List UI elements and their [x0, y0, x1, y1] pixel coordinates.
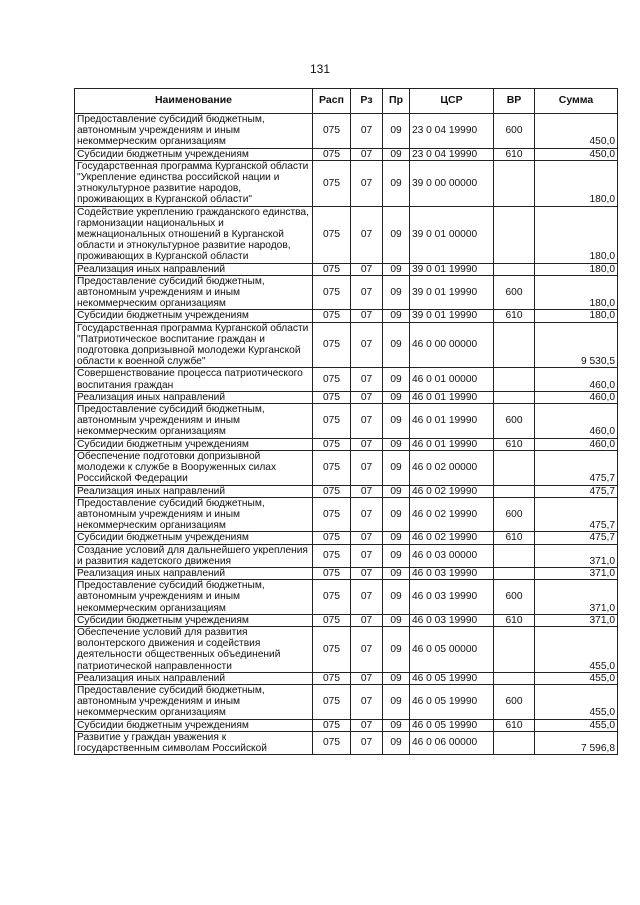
header-name: Наименование [75, 89, 313, 114]
row-sum: 460,0 [535, 368, 618, 391]
row-rasp: 075 [313, 310, 351, 322]
row-sum: 475,7 [535, 497, 618, 532]
row-pr: 09 [383, 719, 410, 731]
row-csr: 46 0 05 19990 [410, 672, 494, 684]
table-row [75, 404, 618, 439]
row-name: Предоставление субсидий бюджетным, автономным учреждениям и иным некоммерческим организациям [75, 114, 313, 149]
row-rasp: 075 [313, 275, 351, 310]
row-name: Реализация иных направлений [75, 263, 313, 275]
row-name: Предоставление субсидий бюджетным, автономным учреждениям и иным некоммерческим организациям [75, 404, 313, 439]
row-rasp: 075 [313, 438, 351, 450]
row-csr: 39 0 00 00000 [410, 160, 494, 206]
table-row [75, 684, 618, 719]
row-csr: 46 0 02 00000 [410, 450, 494, 485]
row-pr: 09 [383, 580, 410, 615]
row-sum: 450,0 [535, 148, 618, 160]
row-name: Предоставление субсидий бюджетным, автономным учреждениям и иным некоммерческим организациям [75, 684, 313, 719]
table-row [75, 438, 618, 450]
header-pr: Пр [383, 89, 410, 114]
row-sum: 460,0 [535, 438, 618, 450]
table-row [75, 310, 618, 322]
row-csr: 46 0 01 19990 [410, 391, 494, 403]
row-csr: 46 0 03 00000 [410, 544, 494, 567]
row-name: Реализация иных направлений [75, 672, 313, 684]
row-pr: 09 [383, 567, 410, 579]
table-row [75, 731, 618, 754]
row-pr: 09 [383, 497, 410, 532]
row-rasp: 075 [313, 672, 351, 684]
row-pr: 09 [383, 684, 410, 719]
table-row [75, 148, 618, 160]
row-rasp: 075 [313, 731, 351, 754]
row-rasp: 075 [313, 532, 351, 544]
row-rz: 07 [351, 684, 383, 719]
row-rasp: 075 [313, 206, 351, 263]
row-pr: 09 [383, 544, 410, 567]
row-vr [494, 450, 535, 485]
row-sum: 9 530,5 [535, 322, 618, 368]
row-rasp: 075 [313, 322, 351, 368]
row-csr: 46 0 03 19990 [410, 614, 494, 626]
row-name: Субсидии бюджетным учреждениям [75, 614, 313, 626]
table-row [75, 263, 618, 275]
row-vr: 610 [494, 438, 535, 450]
row-pr: 09 [383, 438, 410, 450]
row-sum: 371,0 [535, 567, 618, 579]
row-rasp: 075 [313, 567, 351, 579]
row-csr: 46 0 05 19990 [410, 719, 494, 731]
row-rz: 07 [351, 438, 383, 450]
row-rz: 07 [351, 160, 383, 206]
row-vr: 610 [494, 532, 535, 544]
row-vr: 600 [494, 497, 535, 532]
page-number: 131 [309, 62, 331, 76]
table-row [75, 567, 618, 579]
row-vr [494, 391, 535, 403]
row-csr: 46 0 05 00000 [410, 626, 494, 672]
row-name: Реализация иных направлений [75, 567, 313, 579]
row-name: Создание условий для дальнейшего укрепления и развития кадетского движения [75, 544, 313, 567]
row-vr [494, 672, 535, 684]
row-csr: 46 0 03 19990 [410, 567, 494, 579]
row-name: Обеспечение условий для развития волонтерского движения и содействия деятельности общественных объединений патриотической направленности [75, 626, 313, 672]
row-rz: 07 [351, 532, 383, 544]
header-csr: ЦСР [410, 89, 494, 114]
table-row [75, 322, 618, 368]
row-csr: 46 0 01 19990 [410, 404, 494, 439]
row-rasp: 075 [313, 391, 351, 403]
table-header-row [75, 89, 618, 114]
row-vr: 600 [494, 275, 535, 310]
row-pr: 09 [383, 391, 410, 403]
table-row [75, 614, 618, 626]
row-vr: 600 [494, 404, 535, 439]
row-rasp: 075 [313, 160, 351, 206]
header-sum: Сумма [535, 89, 618, 114]
table-row [75, 497, 618, 532]
row-rasp: 075 [313, 263, 351, 275]
row-vr [494, 544, 535, 567]
row-rasp: 075 [313, 626, 351, 672]
table-row [75, 672, 618, 684]
row-name: Предоставление субсидий бюджетным, автономным учреждениям и иным некоммерческим организациям [75, 275, 313, 310]
row-pr: 09 [383, 626, 410, 672]
table-row [75, 532, 618, 544]
row-rz: 07 [351, 404, 383, 439]
row-rz: 07 [351, 731, 383, 754]
row-rz: 07 [351, 497, 383, 532]
row-pr: 09 [383, 404, 410, 439]
row-rz: 07 [351, 450, 383, 485]
row-rasp: 075 [313, 684, 351, 719]
row-vr [494, 263, 535, 275]
row-rz: 07 [351, 485, 383, 497]
table-row [75, 450, 618, 485]
row-csr: 46 0 01 00000 [410, 368, 494, 391]
row-vr: 610 [494, 148, 535, 160]
row-csr: 46 0 01 19990 [410, 438, 494, 450]
table-row [75, 114, 618, 149]
row-rasp: 075 [313, 485, 351, 497]
row-pr: 09 [383, 263, 410, 275]
row-sum: 180,0 [535, 263, 618, 275]
row-pr: 09 [383, 206, 410, 263]
row-rz: 07 [351, 626, 383, 672]
row-rz: 07 [351, 391, 383, 403]
row-sum: 460,0 [535, 404, 618, 439]
row-rz: 07 [351, 206, 383, 263]
row-csr: 46 0 02 19990 [410, 497, 494, 532]
header-rasp: Расп [313, 89, 351, 114]
row-name: Субсидии бюджетным учреждениям [75, 719, 313, 731]
table-row [75, 160, 618, 206]
row-sum: 455,0 [535, 684, 618, 719]
row-rz: 07 [351, 310, 383, 322]
row-sum: 455,0 [535, 626, 618, 672]
table-row [75, 485, 618, 497]
row-sum: 450,0 [535, 114, 618, 149]
row-csr: 46 0 06 00000 [410, 731, 494, 754]
row-sum: 455,0 [535, 719, 618, 731]
row-vr [494, 731, 535, 754]
row-csr: 46 0 05 19990 [410, 684, 494, 719]
table-row [75, 580, 618, 615]
budget-table [74, 88, 618, 755]
row-rz: 07 [351, 614, 383, 626]
row-name: Реализация иных направлений [75, 485, 313, 497]
row-pr: 09 [383, 672, 410, 684]
header-rz: Рз [351, 89, 383, 114]
table-row [75, 626, 618, 672]
row-pr: 09 [383, 450, 410, 485]
row-vr: 600 [494, 580, 535, 615]
row-pr: 09 [383, 322, 410, 368]
row-pr: 09 [383, 310, 410, 322]
row-name: Предоставление субсидий бюджетным, автономным учреждениям и иным некоммерческим организациям [75, 497, 313, 532]
row-csr: 39 0 01 19990 [410, 310, 494, 322]
row-sum: 371,0 [535, 544, 618, 567]
row-rz: 07 [351, 368, 383, 391]
row-sum: 180,0 [535, 310, 618, 322]
row-csr: 46 0 03 19990 [410, 580, 494, 615]
row-rasp: 075 [313, 497, 351, 532]
row-csr: 46 0 02 19990 [410, 532, 494, 544]
row-name: Развитие у граждан уважения к государственным символам Российской [75, 731, 313, 754]
row-sum: 475,7 [535, 450, 618, 485]
row-rasp: 075 [313, 719, 351, 731]
row-csr: 39 0 01 00000 [410, 206, 494, 263]
row-vr [494, 368, 535, 391]
row-name: Субсидии бюджетным учреждениям [75, 310, 313, 322]
row-vr [494, 485, 535, 497]
table-row [75, 391, 618, 403]
row-pr: 09 [383, 532, 410, 544]
row-rz: 07 [351, 148, 383, 160]
row-name: Субсидии бюджетным учреждениям [75, 438, 313, 450]
row-pr: 09 [383, 148, 410, 160]
row-rasp: 075 [313, 148, 351, 160]
row-rz: 07 [351, 544, 383, 567]
row-sum: 180,0 [535, 275, 618, 310]
row-name: Содействие укреплению гражданского единства, гармонизации национальных и межнациональных отношений в Курганской области и этнокультурное развитие народов, проживающих в Курганской области [75, 206, 313, 263]
row-rasp: 075 [313, 368, 351, 391]
row-pr: 09 [383, 114, 410, 149]
table-row [75, 368, 618, 391]
row-vr [494, 567, 535, 579]
row-pr: 09 [383, 614, 410, 626]
row-rz: 07 [351, 719, 383, 731]
row-rasp: 075 [313, 580, 351, 615]
row-rasp: 075 [313, 450, 351, 485]
row-rz: 07 [351, 263, 383, 275]
row-sum: 7 596,8 [535, 731, 618, 754]
table-row [75, 275, 618, 310]
row-vr: 610 [494, 310, 535, 322]
row-vr: 610 [494, 614, 535, 626]
header-vr: ВР [494, 89, 535, 114]
row-name: Государственная программа Курганской области "Патриотическое воспитание граждан и подготовка допризывной молодежи Курганской области к военной службе" [75, 322, 313, 368]
row-sum: 455,0 [535, 672, 618, 684]
row-sum: 475,7 [535, 532, 618, 544]
row-sum: 371,0 [535, 614, 618, 626]
row-rz: 07 [351, 322, 383, 368]
table-row [75, 719, 618, 731]
row-sum: 475,7 [535, 485, 618, 497]
row-name: Субсидии бюджетным учреждениям [75, 148, 313, 160]
row-rz: 07 [351, 567, 383, 579]
row-pr: 09 [383, 731, 410, 754]
row-csr: 39 0 01 19990 [410, 263, 494, 275]
row-vr [494, 160, 535, 206]
row-csr: 23 0 04 19990 [410, 148, 494, 160]
row-name: Обеспечение подготовки допризывной молодежи к службе в Вооруженных силах Российской Федерации [75, 450, 313, 485]
row-pr: 09 [383, 368, 410, 391]
row-vr: 610 [494, 719, 535, 731]
row-csr: 46 0 00 00000 [410, 322, 494, 368]
row-name: Предоставление субсидий бюджетным, автономным учреждениям и иным некоммерческим организациям [75, 580, 313, 615]
row-vr: 600 [494, 114, 535, 149]
row-rz: 07 [351, 672, 383, 684]
row-vr [494, 206, 535, 263]
row-sum: 460,0 [535, 391, 618, 403]
row-sum: 180,0 [535, 206, 618, 263]
row-rz: 07 [351, 275, 383, 310]
row-sum: 180,0 [535, 160, 618, 206]
row-rasp: 075 [313, 544, 351, 567]
row-name: Субсидии бюджетным учреждениям [75, 532, 313, 544]
row-pr: 09 [383, 275, 410, 310]
row-name: Государственная программа Курганской области "Укрепление единства российской нации и этнокультурное развитие народов, проживающих в Курганской области" [75, 160, 313, 206]
row-vr [494, 626, 535, 672]
row-pr: 09 [383, 160, 410, 206]
row-vr [494, 322, 535, 368]
row-sum: 371,0 [535, 580, 618, 615]
row-rz: 07 [351, 114, 383, 149]
row-csr: 23 0 04 19990 [410, 114, 494, 149]
table-row [75, 206, 618, 263]
row-rasp: 075 [313, 404, 351, 439]
row-rasp: 075 [313, 614, 351, 626]
row-csr: 39 0 01 19990 [410, 275, 494, 310]
row-rz: 07 [351, 580, 383, 615]
table-row [75, 544, 618, 567]
row-vr: 600 [494, 684, 535, 719]
row-pr: 09 [383, 485, 410, 497]
row-csr: 46 0 02 19990 [410, 485, 494, 497]
row-name: Совершенствование процесса патриотического воспитания граждан [75, 368, 313, 391]
row-name: Реализация иных направлений [75, 391, 313, 403]
row-rasp: 075 [313, 114, 351, 149]
